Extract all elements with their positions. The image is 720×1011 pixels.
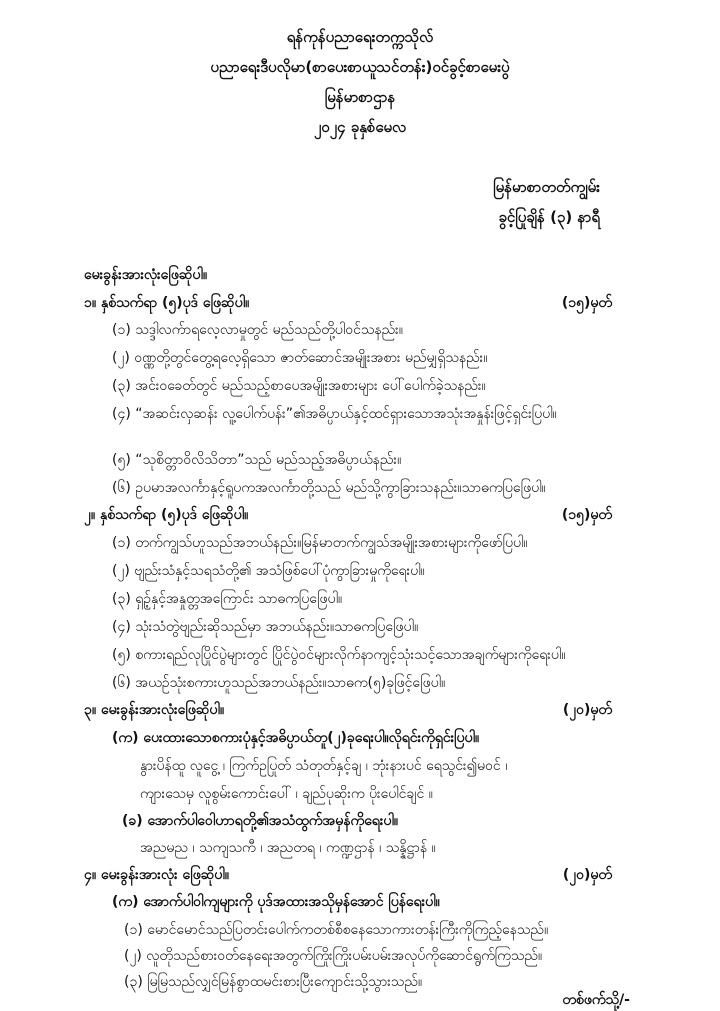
university-name: ရန်ကုန်ပညာရေးတက္ကသိုလ် <box>286 28 434 46</box>
subject-title: မြန်မာစာတတ်ကျွမ်း <box>493 178 600 196</box>
q3-part-a-line: ကျားသေမှ လူစွမ်းကောင်းပေါ် ၊ ချည်ပုဆိုးက ပိုးပေါင်ချင် ။ <box>140 786 433 802</box>
q1-item: (၄) “အဆင်းလှဆန်း လူ့ပေါက်ပန်း”၏အဓိပ္ပာယ်နှင့်ထင်ရှားသောအသုံးအနှုန်းဖြင့်ရှင်းပြပါ။ <box>112 406 557 422</box>
q1-item: (၅) “သုစိတ္တာဝိလိသိတာ”သည် မည်သည့်အဓိပ္ပာယ်နည်း။ <box>112 452 402 468</box>
q2-marks: (၁၅)မှတ် <box>561 507 612 523</box>
q3-title: ၃။ မေးခွန်းအားလုံးဖြေဆိုပါ။ <box>84 702 225 718</box>
department-name: မြန်မာစာဌာန <box>324 88 396 106</box>
q2-item: (၃) ရှဉ့်နှင့်အနှုတ္တအကြောင်း သာဓကပြဖြေပါ။ <box>112 591 343 607</box>
instruction: မေးခွန်းအားလုံးဖြေဆိုပါ။ <box>84 267 208 283</box>
q4-part-a-title: (က) အောက်ပါဝါကျများကို ပုဒ်အထားအသိုမှန်အောင် ပြန်ရေးပါ။ <box>112 894 440 910</box>
q4-item: (၂) လူတိုသည်စားဝတ်နေရေးအတွက်ကြိုးကြိုးပမ်းပမ်းအလုပ်ကိုဆောင်ရွက်ကြသည်။ <box>124 948 543 964</box>
q1-item: (၁) သဒ္ဒါလက်ာရလေ့လာမှုတွင် မည်သည်တို့ပါဝင်သနည်း။ <box>112 322 403 338</box>
q4-item: (၁) မောင်မောင်သည်ပြတင်းပေါက်ကတစ်စီစနေသောကားတန်းကြီးကိုကြည့်နေသည်။ <box>124 922 549 938</box>
q3-part-b-title: (ခ) အောက်ပါဝေါဟာရတို့၏အသံထွက်အမှန်ကိုရေးပါ။ <box>122 813 399 829</box>
q2-title: ၂။ နှစ်သက်ရာ (၅)ပုဒ် ဖြေဆိုပါ။ <box>84 507 249 523</box>
exam-title: ပညာရေးဒီပလိုမာ(စာပေးစာယူသင်တန်း)ဝင်ခွင့်စာမေးပွဲ <box>210 58 510 76</box>
q4-item: (၃) မြမြသည်လျှင်မြန်စွာထမင်းစားပြီးကျောင်းသို့သွားသည်။ <box>124 974 423 990</box>
q3-marks: (၂၀)မှတ် <box>562 702 612 718</box>
q1-item: (၂) ဝဏ္ဏတို့တွင်တွေ့ရလေ့ရှိသော ဇာတ်ဆောင်အမျိုးအစား မည်မျှရှိသနည်း။ <box>112 350 488 366</box>
q2-item: (၆) အယဉ်သုံးစကားဟူသည်အဘယ်နည်း။သာဓက(၅)ခုဖြင့်ဖြေပါ။ <box>112 675 446 691</box>
q4-marks: (၂၀)မှတ် <box>562 867 612 883</box>
exam-date: ၂၀၂၄ ခုနှစ်မေလ <box>313 118 407 136</box>
q1-title: ၁။ နှစ်သက်ရာ (၅)ပုဒ် ဖြေဆိုပါ။ <box>84 295 250 311</box>
q1-marks: (၁၅)မှတ် <box>561 295 612 311</box>
q2-item: (၅) စကားရည်လုပြိုင်ပွဲများတွင် ပြိုင်ပွဲဝင်များလိုက်နာကျင့်သုံးသင့်သောအချက်များကိုရေးပါ။ <box>112 647 566 663</box>
q4-title: ၄။ မေးခွန်းအားလုံး ဖြေဆိုပါ။ <box>84 867 229 883</box>
q1-item: (၆) ဥပမာအလင်္ကာနှင့်ရူပကအလင်္ကာတို့သည် မည်သို့ကွာခြားသနည်း။သာဓကပြဖြေပါ။ <box>112 480 546 496</box>
q2-item: (၄) သုံးသံတွဲဗျည်းဆိုသည်မှာ အဘယ်နည်း။သာဓကပြဖြေပါ။ <box>112 619 419 635</box>
continue-note: တစ်ဖက်သို့/- <box>562 992 630 1008</box>
q2-item: (၁) တက်ကျွသ်ဟူသည်အဘယ်နည်း။မြန်မာတက်ကျွသ်အမျိုးအစားများကိုဖော်ပြပါ။ <box>112 535 528 551</box>
q3-part-a-line: နွားပိန်ထူ လူငွေ့ ၊ ကြက်ဥပြုတ် သံတုတ်နှင့်ချ ၊ ဘုံးနားပင် ရေသွင်း၍မဝင် ၊ <box>140 758 508 774</box>
q3-part-a-title: (က) ပေးထားသောစကားပုံနှင့်အဓိပ္ပာယ်တူ(၂)ခုရေးပါ။လိုရင်းကိုရှင်းပြပါ။ <box>112 730 480 746</box>
q2-item: (၂) ဗျည်းသံနှင့်သရသံတို့၏ အသံဖြစ်ပေါ်ပုံကွာခြားမှုကိုရေးပါ။ <box>112 563 425 579</box>
q1-item: (၃) အင်းဝခေတ်တွင် မည်သည့်စာပေအမျိုးအစားများ ပေါ်ပေါက်ခဲ့သနည်း။ <box>112 378 486 394</box>
time-allowed: ခွင့်ပြုချိန် (၃) နာရီ <box>498 208 600 226</box>
q3-part-b-line: အညမည ၊ သကျသကီ ၊ အညတရ ၊ ကဏ္ဍဌာန် ၊ သန္နိဋ္ဌာန် ။ <box>140 840 436 856</box>
